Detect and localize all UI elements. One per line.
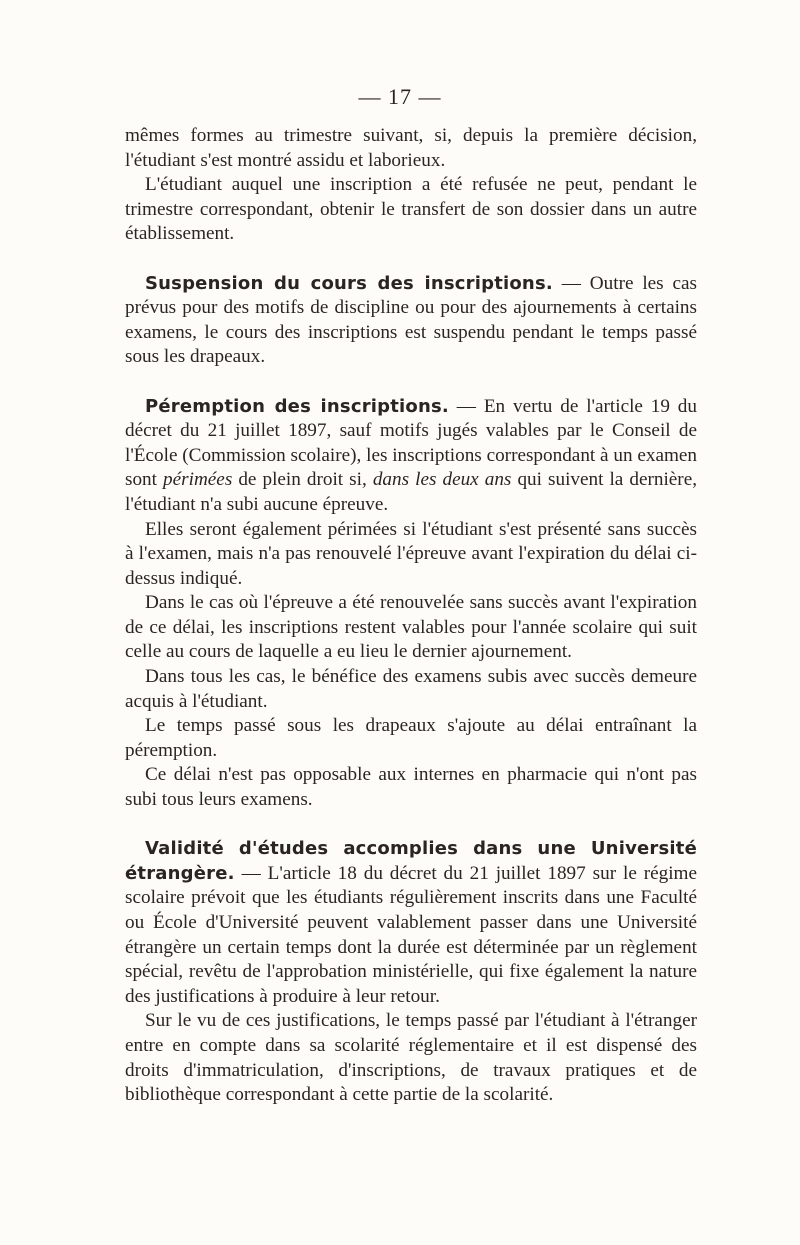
- validite-paragraph-2: Sur le vu de ces justifications, le temps passé par l'étudiant à l'étranger entre en compte dans sa scolarité réglementaire et il est dispensé des droits d'immatriculation, d'inscriptions, de travaux pratiques et de bibliothèque correspondant à cette partie de la scolarité.: [125, 1010, 697, 1106]
- section-heading-validite: Validité d'études accomplies dans une Université étrangère.: [125, 838, 697, 884]
- section-peremption: [125, 395, 697, 518]
- peremption-paragraph-3: Dans le cas où l'épreuve a été renouvelée sans succès avant l'expiration de ce délai, les inscriptions restent valables pour l'année scolaire qui suit celle au cours de laquelle a eu lieu le dernier ajournement.: [125, 592, 697, 663]
- section-text-validite: — L'article 18 du décret du 21 juillet 1897 sur le régime scolaire prévoit que les étudiants régulièrement inscrits dans une Faculté ou École d'Université peuvent valablement passer dans une Université étrangère un certain temps dont la durée est déterminée par un règlement spécial, revêtu de l'approbation ministérielle, qui fixe également la nature des justifications à produire à leur retour.: [125, 862, 697, 1007]
- page-number: — 17 —: [358, 84, 442, 109]
- peremption-text-c: qui suivent la dernière, l'étudiant n'a subi aucune épreuve.: [125, 469, 698, 515]
- body-text: [125, 124, 697, 1108]
- section-text-suspension: — Outre les cas prévus pour des motifs de discipline ou pour des ajournements à certains examens, le cours des inscriptions est suspendu pendant le temps passé sous les drapeaux.: [125, 272, 697, 368]
- section-validite: [125, 837, 697, 1009]
- peremption-emphasis-deux-ans: dans les deux ans: [372, 469, 512, 491]
- section-heading-peremption: Péremption des inscriptions.: [145, 395, 449, 417]
- section-suspension: [125, 272, 697, 370]
- peremption-paragraph-4: Dans tous les cas, le bénéfice des examens subis avec succès demeure acquis à l'étudiant.: [125, 666, 697, 712]
- peremption-paragraph-2: Elles seront également périmées si l'étudiant s'est présenté sans succès à l'examen, mais n'a pas renouvelé l'épreuve avant l'expiration du délai ci-dessus indiqué.: [125, 518, 697, 589]
- peremption-paragraph-6: Ce délai n'est pas opposable aux internes en pharmacie qui n'ont pas subi tous leurs examens.: [125, 764, 697, 811]
- peremption-text-a: — En vertu de l'article 19 du décret du 21 juillet 1897, sauf motifs jugés valables par le Conseil de l'École (Commission scolaire), les inscriptions correspondant à un examen sont: [125, 395, 698, 491]
- paragraph-transfer: L'étudiant auquel une inscription a été refusée ne peut, pendant le trimestre correspondant, obtenir le transfert de son dossier dans un autre établissement.: [125, 174, 697, 245]
- peremption-paragraph-5: Le temps passé sous les drapeaux s'ajoute au délai entraînant la péremption.: [125, 715, 697, 761]
- paragraph-continuation: mêmes formes au trimestre suivant, si, depuis la première décision, l'étudiant s'est montré assidu et laborieux.: [125, 125, 697, 171]
- section-heading-suspension: Suspension du cours des inscriptions.: [145, 272, 553, 294]
- peremption-emphasis-perimees: périmées: [163, 469, 233, 491]
- peremption-text-b: de plein droit si,: [232, 469, 373, 491]
